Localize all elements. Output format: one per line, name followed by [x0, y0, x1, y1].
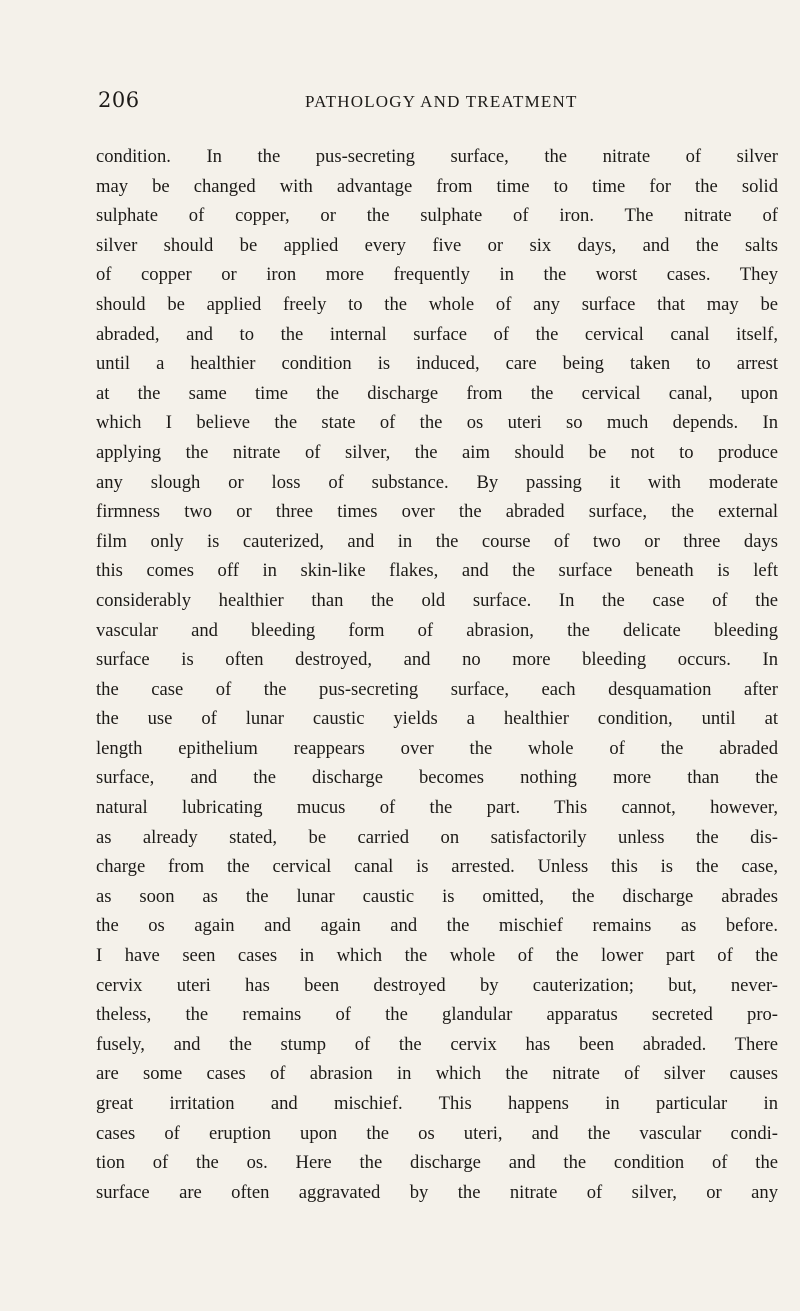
text-line	[96, 1030, 778, 1060]
text-line	[96, 1119, 778, 1149]
text-line-content: any slough or loss of substance. By passing it with moderate	[96, 471, 778, 493]
text-line-content: theless, the remains of the glandular apparatus secreted pro-	[96, 1004, 778, 1026]
text-line-content: sulphate of copper, or the sulphate of iron. The nitrate of	[96, 205, 778, 227]
text-line	[96, 763, 778, 793]
text-line	[96, 882, 778, 912]
text-line-content: cervix uteri has been destroyed by cauterization; but, never-	[96, 974, 778, 996]
text-line	[96, 1178, 778, 1208]
page-number: 206	[98, 88, 140, 112]
text-line-content: the case of the pus-secreting surface, each desquamation after	[96, 678, 778, 700]
text-line-content: which I believe the state of the os uteri so much depends. In	[96, 412, 778, 434]
text-line-content: fusely, and the stump of the cervix has been abraded. There	[96, 1033, 778, 1055]
text-line	[96, 823, 778, 853]
text-line-content: applying the nitrate of silver, the aim should be not to produce	[96, 441, 778, 463]
text-line	[96, 1000, 778, 1030]
text-line	[96, 911, 778, 941]
text-line	[96, 586, 778, 616]
text-line	[96, 556, 778, 586]
text-line	[96, 1089, 778, 1119]
text-line-content: should be applied freely to the whole of any surface that may be	[96, 293, 778, 315]
text-line-content: are some cases of abrasion in which the nitrate of silver causes	[96, 1063, 778, 1085]
text-line-content: abraded, and to the internal surface of the cervical canal itself,	[96, 323, 778, 345]
text-line	[96, 1148, 778, 1178]
text-line	[96, 379, 778, 409]
text-line-content: length epithelium reappears over the whole of the abraded	[96, 737, 778, 759]
text-line-content: this comes off in skin-like flakes, and the surface beneath is left	[96, 560, 778, 582]
text-line-content: of copper or iron more frequently in the worst cases. They	[96, 264, 778, 286]
text-line	[96, 734, 778, 764]
text-line-content: the use of lunar caustic yields a healthier condition, until at	[96, 708, 778, 730]
text-line-content: as soon as the lunar caustic is omitted, the discharge abrades	[96, 885, 778, 907]
text-line-content: surface is often destroyed, and no more bleeding occurs. In	[96, 649, 778, 671]
text-line-content: I have seen cases in which the whole of the lower part of the	[96, 945, 778, 967]
text-line	[96, 438, 778, 468]
text-line-content: condition. In the pus-secreting surface, the nitrate of silver	[96, 146, 778, 167]
text-line-content: vascular and bleeding form of abrasion, the delicate bleeding	[96, 619, 778, 641]
text-line	[96, 704, 778, 734]
text-line	[96, 260, 778, 290]
text-line	[96, 349, 778, 379]
text-line	[96, 231, 778, 261]
text-line-content: great irritation and mischief. This happens in particular in	[96, 1093, 778, 1114]
running-head-title: PATHOLOGY AND TREATMENT	[305, 92, 578, 111]
text-line	[96, 971, 778, 1001]
text-line	[96, 616, 778, 646]
text-line	[96, 527, 778, 557]
text-line	[96, 1059, 778, 1089]
text-line	[96, 290, 778, 320]
text-line-content: surface are often aggravated by the nitrate of silver, or any	[96, 1181, 778, 1203]
running-head	[98, 88, 758, 116]
text-line-content: natural lubricating mucus of the part. This cannot, however,	[96, 797, 778, 819]
text-line-content: tion of the os. Here the discharge and the condition of the	[96, 1152, 778, 1174]
text-line	[96, 172, 778, 202]
text-line	[96, 793, 778, 823]
text-line	[96, 941, 778, 971]
text-line	[96, 468, 778, 498]
text-line-content: may be changed with advantage from time to time for the solid	[96, 175, 778, 197]
text-line	[96, 675, 778, 705]
text-line-content: as already stated, be carried on satisfactorily unless the dis-	[96, 826, 778, 848]
text-line-content: silver should be applied every five or six days, and the salts	[96, 234, 778, 256]
text-line-content: the os again and again and the mischief remains as before.	[96, 915, 778, 937]
text-line	[96, 201, 778, 231]
text-line-content: considerably healthier than the old surface. In the case of the	[96, 589, 778, 611]
text-line	[96, 497, 778, 527]
body-paragraph	[96, 142, 778, 1207]
text-line-content: cases of eruption upon the os uteri, and the vascular condi-	[96, 1122, 778, 1144]
text-line	[96, 852, 778, 882]
text-line-content: surface, and the discharge becomes nothing more than the	[96, 767, 778, 789]
text-line	[96, 320, 778, 350]
text-line-content: until a healthier condition is induced, care being taken to arrest	[96, 353, 778, 375]
text-line-content: firmness two or three times over the abraded surface, the external	[96, 501, 778, 523]
text-line	[96, 408, 778, 438]
text-line-content: film only is cauterized, and in the course of two or three days	[96, 530, 778, 552]
text-line-content: at the same time the discharge from the cervical canal, upon	[96, 382, 778, 404]
text-line-content: charge from the cervical canal is arrested. Unless this is the case,	[96, 856, 778, 878]
text-line	[96, 142, 778, 172]
text-line	[96, 645, 778, 675]
